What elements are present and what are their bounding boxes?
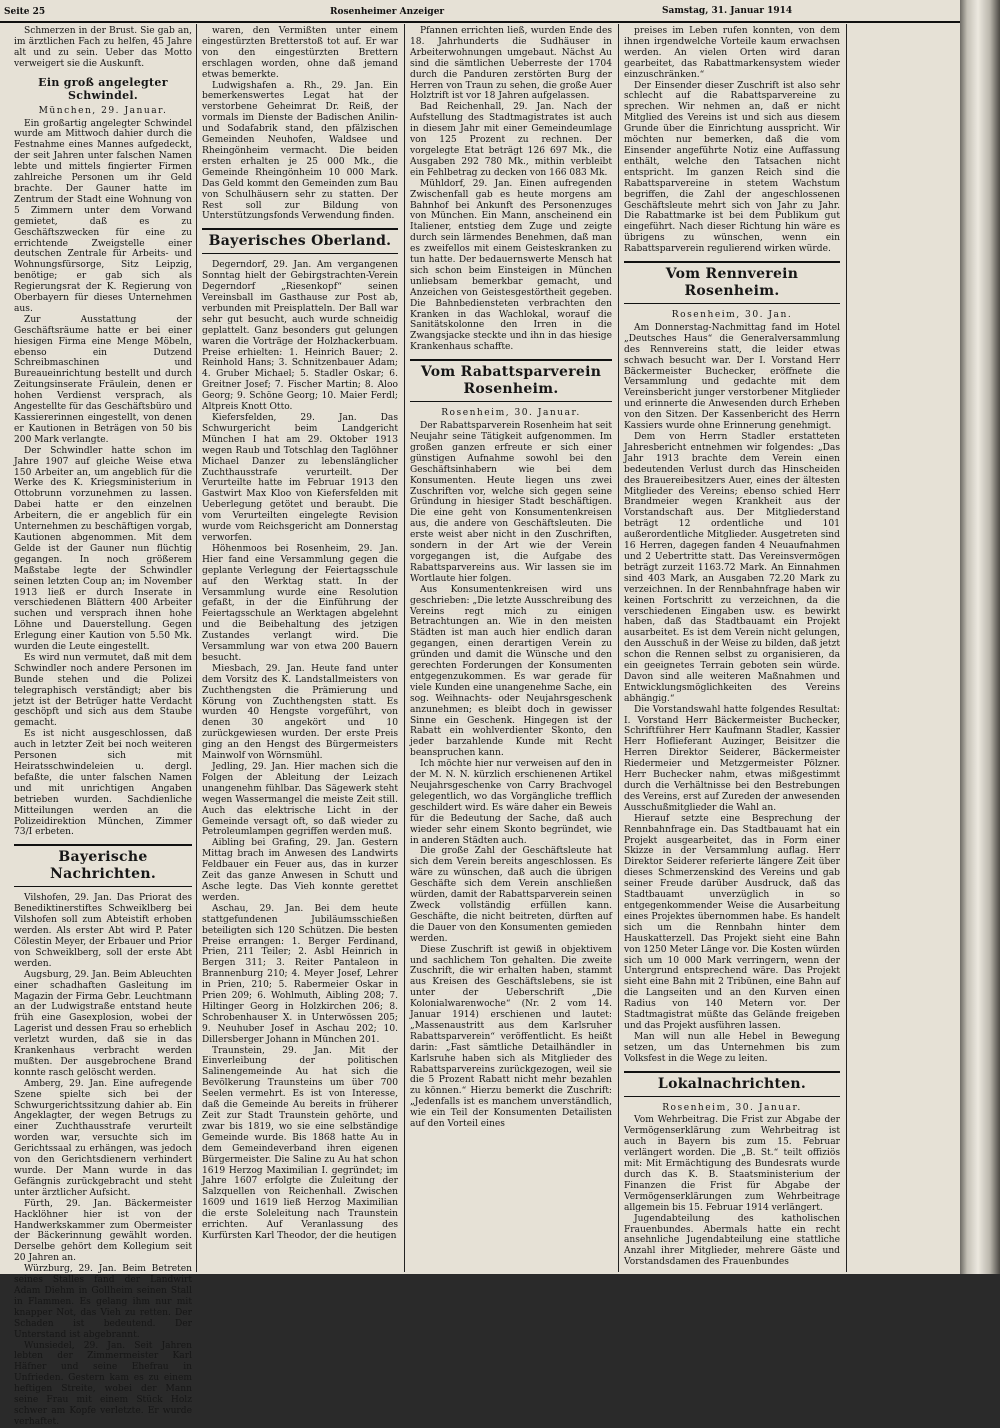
dateline: Rosenheim, 30. Jan.: [671, 310, 793, 321]
paragraph: Aus Konsumentenkreisen wird uns geschrieben: „Die letzte Ausschreibung des Vereins regt mich zu einigen Betrachtungen an. Wie in den meisten Städten ist man auch hier endlich daran gegangen, einen derartigen Verein zu gründen und damit die Wünsche und den gerechten Forderungen der Konsumenten entgegenzukommen. Es war gerade für viele Kunden eine unangenehme Sache, ein sog. Weihnachts- oder Neujahrsgeschenk anzunehmen; es bleibt doch in gewisser Sinne ein Geschenk. Hingegen ist der Rabatt ein wohlverdienter Skonto, den jeder barzahlende Kunde mit Recht beanspruchen kann.: [410, 584, 612, 759]
continued-text: Pfannen errichten ließ, wurden Ende des 18. Jahrhunderts die Sudhäuser in Arbeiterwohnungen umgebaut. Nächst Au sind die sämtlichen Ueberreste der 1704 durch die Panduren zerstörten Burg der Herren von Traun zu sehen, die große Auer Holztrift ist vor 18 Jahren aufgelassen.: [410, 26, 612, 102]
paragraph: Diese Zuschrift ist gewiß in objektivem und sachlichem Ton gehalten. Die zweite Zuschrift, die wir erhalten haben, stammt aus Kreisen des Geschäftslebens, sie ist unter der Ueberschrift „Die Kolonialwarenwoche“ (Nr. 2 vom 14. Januar 1914) erschienen und lautet: „Massenaustritt aus dem Karlsruher Rabattsparverein“ veröffentlicht. Es heißt darin: „Fast sämtliche Detailhändler in Karlsruhe haben sich als Mitglieder des Rabattsparvereins zurückgezogen, weil sie die 5 Prozent Rabatt nicht mehr bezahlen zu können.“ Hierzu bemerkt die Zuschrift: „Jedenfalls ist es manchem unverständlich, wie ein Teil der Konsumenten Detailisten auf den Vorteil eines: [410, 944, 612, 1130]
column-rule: [196, 24, 197, 1272]
column-rule: [846, 24, 847, 1272]
dateline: Rosenheim, 30. Januar.: [441, 408, 581, 419]
paragraph: Fürth, 29. Jan. Bäckermeister Hacklöhner hier ist von der Handwerkskammer zum Obermeister der Bäckerinnung gewählt worden. Derselbe gehört dem Kollegium seit 20 Jahren an.: [14, 1198, 192, 1264]
paragraph: Würzburg, 29. Jan. Beim Betreten seines Stalles fand der Landwirt Adam Diehm in Gollheim seinen Stall in Flammen. Es gelang ihm nur mit knapper Not, das Vieh zu retten. Der Schaden ist bedeutend. Der Unterstand ist abgebrannt.: [14, 1264, 192, 1340]
continued-text: waren, den Vermißten unter einem eingestürzten Bretterstoß tot auf. Er war von den eingestürzten Brettern erschlagen worden, ohne daß jemand etwas bemerkte.: [202, 26, 398, 80]
paragraph: Jedling, 29. Jan. Hier machen sich die Folgen der Ableitung der Leizach unangenehm fühlbar. Das Sägewerk steht wegen Wassermangel die meiste Zeit still. Auch das elektrische Licht in der Gemeinde versagt oft, so daß wieder zu Petroleumlampen gegriffen werden muß.: [202, 762, 398, 838]
paragraph: Der Schwindler hatte schon im Jahre 1907 auf gleiche Weise etwa 150 Arbeiter an, um angeblich für die Werke des K. Kriegsministerium in Ottobrunn vorzunehmen zu lassen. Dabei hatte er den einzelnen Arbeitern, die er angeblich für ein Unternehmen zu beschäftigen vorgab, Kautionen abgenommen. Mit dem Gelde ist der Gauner nun flüchtig gegangen. In noch größerem Maßstabe legte der Schwindler seinen letzten Coup an; im November 1913 ließ er durch Inserate in verschiedenen Blättern 400 Arbeiter suchen und versprach ihnen hohe Löhne und Dauerstellung. Gegen Erlegung einer Kaution von 5.50 Mk. wurden die Leute eingestellt.: [14, 445, 192, 653]
article-heading: Ein groß angelegter Schwindel.: [38, 75, 168, 102]
paragraph: Kiefersfelden, 29. Jan. Das Schwurgericht beim Landgericht München I hat am 29. Oktober 1913 wegen Raub und Totschlag den Taglöhner Michael Danzer zu lebenslänglicher Zuchthausstrafe verurteilt. Der Verurteilte hatte im Februar 1913 den Gastwirt Max Kloo von Kiefersfelden mit Ueberlegung getötet und beraubt. Die vom Verurteilten eingelegte Revision wurde vom Reichsgericht am Donnerstag verworfen.: [202, 413, 398, 543]
column-rule: [404, 24, 405, 1272]
paragraph: Der Einsender dieser Zuschrift ist also sehr schlecht auf die Rabattsparvereine zu sprechen. Wir nehmen an, daß er nicht Mitglied des Vereins ist und sich aus diesem Grunde über die Einrichtung ausspricht. Wir möchten nur bemerken, daß die vom Einsender angeführte Notiz eine Auffassung enthält, welche den Tatsachen nicht entspricht. Im ganzen Reich sind die Rabattsparvereine in stetem Wachstum begriffen, die Zahl der angeschlossenen Geschäftsleute mehrt sich von Jahr zu Jahr. Die Rabattmarke ist bei dem Publikum gut eingeführt. Nach dieser Richtung hin wäre es übrigens zu wünschen, wenn ein Rabattsparverein regulierend wirken würde.: [624, 80, 840, 255]
paragraph: Ludwigshafen a. Rh., 29. Jan. Ein bemerkenswertes Legat hat der verstorbene Geheimrat Dr. Reiß, der vormals im Dienste der Badischen Anilin- und Sodafabrik stand, den pfälzischen Gemeinden Neuhofen, Waldsee und Rheingönheim vermacht. Die beiden ersten erhalten je 25 000 Mk., die Gemeinde Rheingönheim 10 000 Mark. Das Geld kommt den Gemeinden zum Bau von Schulhäusern sehr zu statten. Der Rest soll zur Bildung von Unterstützungsfonds Verwendung finden.: [202, 80, 398, 222]
paragraph: Degerndorf, 29. Jan. Am vergangenen Sonntag hielt der Gebirgstrachten-Verein Degerndorf „Riesenkopf“ seinen Vereinsball im Gasthause zur Post ab, verbunden mit Preisplatteln. Der Ball war sehr gut besucht, auch wurde schneidig geplattelt. Ganz besonders gut gelungen waren die Vorträge der Holzhackerbuam. Preise erhielten: 1. Heinrich Bauer; 2. Reinhold Hans; 3. Schnitzenbauer Adam; 4. Gruber Michael; 5. Stadler Oskar; 6. Greitner Josef; 7. Fischer Martin; 8. Aloo Georg; 9. Schöne Georg; 10. Maier Ferdl; Altpreis Knott Otto.: [202, 260, 398, 413]
column-rule: [618, 24, 619, 1272]
paragraph: Am Donnerstag-Nachmittag fand im Hotel „Deutsches Haus“ die Generalversammlung des Rennvereins statt, die leider etwas schwach besucht war. Der I. Vorstand Herr Bäckermeister Buchecker, eröffnete die Versammlung und gedachte mit dem Vereinsbericht junger verstorbener Mitglieder und erinnerte die Anwesenden durch Erheben von den Sitzen. Der Kassenbericht des Herrn Kassiers wurde ohne Erinnerung genehmigt.: [624, 322, 840, 432]
paragraph: Es ist nicht ausgeschlossen, daß auch in letzter Zeit bei noch weiteren Personen sich mit Heiratsschwindeleien u. dergl. befaßte, die unter falschen Namen und mit unrichtigen Angaben betrieben wurden. Sachdienliche Mitteilungen werden an die Polizeidirektion München, Zimmer 73/I erbeten.: [14, 729, 192, 838]
paragraph: Traunstein, 29. Jan. Mit der Einverleibung der politischen Salinengemeinde Au hat sich die Bevölkerung Traunsteins um über 700 Seelen vermehrt. Es ist von Interesse, daß die Gemeinde Au bereits in früherer Zeit zur Stadt Traunstein gehörte, und zwar bis 1819, wo sie eine selbständige Gemeinde wurde. Bis 1868 hatte Au in dem Gemeindeverband ihren eigenen Bürgermeister. Die Saline zu Au hat schon 1619 Herzog Maximilian I. gegründet; im Jahre 1607 erfolgte die Zuleitung der Salzquellen von Reichenhall. Zwischen 1609 und 1619 ließ Herzog Maximilian die erste Soleleitung nach Traunstein errichten. Auf Veranlassung des Kurfürsten Karl Theodor, der die heutigen: [202, 1045, 398, 1241]
paragraph: Die große Zahl der Geschäftsleute hat sich dem Verein bereits angeschlossen. Es wäre zu wünschen, daß auch die übrigen Geschäfte sich dem Verein anschließen würden, damit der Rabattsparverein seinen Zweck vollständig erfüllen kann. Geschäfte, die nicht beitreten, dürften auf die Dauer von den Konsumenten gemieden werden.: [410, 846, 612, 944]
paragraph: Augsburg, 29. Jan. Beim Ableuchten einer schadhaften Gasleitung im Magazin der Firma Gebr. Leuchtmann an der Ludwigstraße entstand heute früh eine Gasexplosion, wobei der Lagerist und dessen Frau so erheblich verletzt wurden, daß sie in das Krankenhaus verbracht werden mußten. Der ausgebrochene Brand konnte rasch gelöscht werden.: [14, 969, 192, 1078]
paragraph: Aschau, 29. Jan. Bei dem heute stattgefundenen Jubiläumsschießen beteiligten sich 120 Schützen. Die besten Preise errangen: 1. Berger Ferdinand, Prien, 211 Teiler; 2. Asbl Heinrich in Bergen 311; 3. Reiter Pantaleon in Brannenburg 210; 4. Meyer Josef, Lehrer in Prien, 210; 5. Rabermeier Oskar in Prien 209; 6. Wohlmuth, Aibling 208; 7. Hiltinger Georg in Holzkirchen 206; 8. Schrobenhauser X. in Unterwössen 205; 9. Neuhuber Josef in Aschau 202; 10. Dillersberger Johann in München 201.: [202, 903, 398, 1045]
dateline: Rosenheim, 30. Januar.: [662, 1102, 802, 1113]
paragraph: Jugendabteilung des katholischen Frauenbundes. Abermals hatte ein recht ansehnliche Jugendabteilung eine stattliche Anzahl ihrer Mitglieder, mehrere Gäste und Vorstandsdamen des Frauenbundes: [624, 1213, 840, 1268]
paragraph: Man will nun alle Hebel in Bewegung setzen, um das Unternehmen bis zum Volksfest in die Wege zu leiten.: [624, 1031, 840, 1064]
paragraph: Der Rabattsparverein Rosenheim hat seit Neujahr seine Tätigkeit aufgenommen. Im großen ganzen erfreute er sich einer günstigen Aufnahme sowohl bei den Geschäftsinhabern wie bei dem Konsumenten. Heute liegen uns zwei Zuschriften vor, welche sich gegen seine Gründung in hiesiger Stadt beschäftigen. Die eine geht von Konsumentenkreisen aus, die andere von Geschäftsleuten. Die erste weist aber nicht in den Zuschriften, sondern in der Art wie der Verein vorgegangen ist, die Aufgabe des Rabattsparvereins aus. Wir lassen sie im Wortlaute hier folgen.: [410, 421, 612, 584]
paragraph: Höhenmoos bei Rosenheim, 29. Jan. Hier fand eine Versammlung gegen die geplante Verlegung der Feiertagsschule auf den Werktag statt. In der Versammlung wurde eine Resolution gefaßt, in der die Einführung der Feiertagsschule an Werktagen abgelehnt und die Beibehaltung des jetzigen Zustandes verlangt wird. Die Versammlung war von etwa 200 Bauern besucht.: [202, 543, 398, 663]
paragraph: Die Vorstandswahl hatte folgendes Resultat: I. Vorstand Herr Bäckermeister Buchecker, Schriftführer Herr Kaufmann Stadler, Kassier Herr Hoflieferant Auzinger, Beisitzer die Herren Direktor Seiderer, Bäckermeister Riedermeier und Metzgermeister Pölzner. Herr Buchecker nahm, etwas mißgestimmt durch die Verhältnisse bei den Bestrebungen des Vereins, erst auf Zureden der anwesenden Ausschußmitglieder die Wahl an.: [624, 704, 840, 813]
paragraph: Wunsiedel, 29. Jan. Seit Jahren lebten der Zimmermeister Karl Häfner und seine Ehefrau in Unfrieden. Gestern kam es zu einem heftigen Streite, wobei der Mann seine Frau mit einem Stück Holz schwer am Kopfe verletzte. Er wurde verhaftet.: [14, 1340, 192, 1427]
paragraph: Es wird nun vermutet, daß mit dem Schwindler noch andere Personen im Bunde stehen und die Polizei telegraphisch verständigt; aber bis jetzt ist der Betrüger hatte Verdacht geschöpft und sich aus dem Staube gemacht.: [14, 652, 192, 729]
masthead: Rosenheimer Anzeiger: [330, 7, 445, 17]
paragraph: Amberg, 29. Jan. Eine aufregende Szene spielte sich bei der Schwurgerichtssitzung dahier ab. Ein Angeklagter, der wegen Betrugs zu einer Zuchthausstrafe verurteilt worden war, versuchte sich im Gerichtssaal zu erhängen, was jedoch von den Gerichtsdienern verhindert wurde. Der Mann wurde in das Gefängnis zurückgebracht und steht unter ärztlicher Aufsicht.: [14, 1078, 192, 1198]
page-number: Seite 25: [4, 7, 46, 17]
section-heading: Bayerische Nachrichten.: [50, 849, 156, 883]
column-2: [202, 26, 398, 1270]
issue-date: Samstag, 31. Januar 1914: [662, 6, 793, 16]
paragraph: Ich möchte hier nur verweisen auf den in der M. N. N. kürzlich erschienenen Artikel Neujahrsgeschenke von Carry Brachvogel gelegentlich, wo das Vorgängliche trefflich geschildert wird. Es wäre daher ein Beweis für die Bedeutung der Sache, daß auch wieder sehr einem Skonto begründet, wie in anderen Städten auch.: [410, 759, 612, 846]
page-header: [0, 4, 960, 22]
paragraph: Miesbach, 29. Jan. Heute fand unter dem Vorsitz des K. Landstallmeisters von Zuchthengsten die Prämierung und Körung von Zuchthengsten statt. Es wurden 40 Hengste vorgeführt, von denen 30 angekört und 10 zurückgewiesen wurden. Der erste Preis ging an den Hengst des Bürgermeisters Mainwolf von Wörnsmühl.: [202, 663, 398, 762]
book-spine: [960, 0, 1000, 1274]
column-3: [410, 26, 612, 1270]
continued-text: Schmerzen in der Brust. Sie gab an, im ärztlichen Fach zu helfen, 45 Jahre alt und zu sein. Ueber das Motto verweigert sie die Auskunft.: [14, 26, 192, 69]
paragraph: Ein großartig angelegter Schwindel wurde am Mittwoch dahier durch die Festnahme eines Mannes aufgedeckt, der seit Jahren unter falschen Namen lebte und mittels fingierter Firmen zahlreiche Personen um ihr Geld brachte. Der Gauner hatte im Zentrum der Stadt eine Wohnung von 5 Zimmern unter dem Vorwand gemietet, daß es zu Geschäftszwecken für eine zu errichtende Zweigstelle einer deutschen Zentrale für Arbeits- und Wohnungsfürsorge, Sitz Leipzig, benötige; er gab sich als Regierungsrat der K. Regierung von Oberbayern für dieses Unternehmen aus.: [14, 118, 192, 314]
paragraph: Bad Reichenhall, 29. Jan. Nach der Aufstellung des Stadtmagistrates ist auch in diesem Jahr mit einer Gemeindeumlage von 125 Prozent zu rechnen. Der vorgelegte Etat beträgt 126 697 Mk., die Ausgaben 292 780 Mk., mithin verbleibt ein Fehlbetrag zu decken von 166 083 Mk.: [410, 102, 612, 178]
section-heading: Vom Rennverein Rosenheim.: [665, 266, 799, 300]
continued-text: preises im Leben rufen konnten, von dem ihnen irgendwelche Vorteile kaum erwachsen werden. An vielen Orten wird daran gearbeitet, das Rabattmarkensystem wieder einzuschränken.“: [624, 26, 840, 80]
paragraph: Mühldorf, 29. Jan. Einen aufregenden Zwischenfall gab es heute morgens am Bahnhof bei Ankunft des Personenzuges von München. Ein Mann, anscheinend ein Italiener, entstieg dem Zuge und zeigte durch sein lärmendes Benehmen, daß man es zweifellos mit einem Geisteskranken zu tun hatte. Der bedauernswerte Mensch hat sich schon beim Einsteigen in München unliebsam bemerkbar gemacht, und Anzeichen von Geistesgestörtheit gegeben. Die Bahnbediensteten verbrachten den Kranken in das Wachlokal, worauf die Sanitätskolonne den Irren in die Zwangsjacke steckte und ihn in das hiesige Krankenhaus schaffte.: [410, 178, 612, 353]
column-1: [14, 26, 192, 1427]
paragraph: Hierauf setzte eine Besprechung der Rennbahnfrage ein. Das Stadtbauamt hat ein Projekt ausgearbeitet, das in Form einer Skizze in der Versammlung auflag. Herr Direktor Seiderer referierte längere Zeit über dieses Schmerzenskind des Vereins und gab seiner Freude darüber Ausdruck, daß das Stadtbauamt unverzüglich in so entgegenkommender Weise die Ausarbeitung eines Projektes übernommen habe. Es handelt sich um die Rennbahn hinter dem Hauskatterzell. Das Projekt sieht eine Bahn von 1250 Meter Länge vor. Die Kosten würden sich um 10 000 Mark verringern, wenn der Untergrund entsprechend wäre. Das Projekt sieht eine Bahn mit 2 Tribünen, eine Bahn auf die Langseiten und an den Kurven einen Radius von 140 Metern vor. Der Stadtmagistrat müßte das Gelände freigeben und das Projekt ausführen lassen.: [624, 813, 840, 1031]
section-heading: Vom Rabattsparverein Rosenheim.: [420, 364, 602, 398]
dateline: München, 29. Januar.: [38, 105, 168, 116]
header-rule: [0, 21, 960, 23]
paragraph: Dem von Herrn Stadler erstatteten Jahresbericht entnehmen wir folgendes: „Das Jahr 1913 brachte dem Verein einen bedeutenden Verlust durch das Hinscheiden des Brauereibesitzers Auer, eines der ältesten Mitglieder des Vereins; ebenso schied Herr Brandmeier wegen Krankheit aus der Vorstandschaft aus. Der Mitgliederstand beträgt 12 ordentliche und 101 außerordentliche Mitglieder. Ausgetreten sind 16 Herren, dagegen fanden 4 Neuaufnahmen und 2 Uebertritte statt. Das Vereinsvermögen beträgt zurzeit 1163.72 Mark. An Einnahmen sind 403 Mark, an Ausgaben 72.20 Mark zu verzeichnen. In der Rennbahnfrage haben wir keinen Fortschritt zu verzeichnen, da die verschiedenen Eingaben usw. es bewirkt haben, daß das Stadtbauamt ein Projekt ausarbeitet. Es ist dem Verein nicht gelungen, den Ausschuß in der Weise zu bilden, daß jetzt schon die Rennen selbst zu organisieren, da ein geeignetes Terrain geboten sein würde. Davon sind alle weiteren Maßnahmen und Entwicklungsmöglichkeiten des Vereins abhängig.“: [624, 432, 840, 704]
column-4: [624, 26, 840, 1270]
paragraph: Vom Wehrbeitrag. Die Frist zur Abgabe der Vermögenserklärung zum Wehrbeitrag ist auch in Bayern bis zum 15. Februar verlängert worden. Die „B. St.“ teilt offiziös mit: Mit Ermächtigung des Bundesrats wurde durch das K. B. Staatsministerium der Finanzen die Frist für Abgabe der Vermögenserklärungen zum Wehrbeitrage allgemein bis 15. Februar 1914 verlängert.: [624, 1115, 840, 1213]
paragraph: Zur Ausstattung der Geschäftsräume hatte er bei einer hiesigen Firma eine Menge Möbeln, ebenso ein Dutzend Schreibmaschinen und Bureaueinrichtung bestellt und durch Zeitungsinserate Fräulein, denen er hohen Verdienst versprach, als Angestellte für das Geschäftsbüro und Kassiererinnen eingestellt, von denen er Kautionen in Beträgen von 50 bis 200 Mark verlangte.: [14, 314, 192, 445]
paragraph: Aibling bei Grafing, 29. Jan. Gestern Mittag brach im Anwesen des Landwirts Feldbauer ein Feuer aus, das in kurzer Zeit das ganze Anwesen in Schutt und Asche legte. Das Vieh konnte gerettet werden.: [202, 838, 398, 903]
paragraph: Vilshofen, 29. Jan. Das Priorat des Benediktinerstiftes Schweiklberg bei Vilshofen soll zum Abteistift erhoben werden. Als erster Abt wird P. Pater Cölestin Meyer, der Erbauer und Prior von Schweiklberg, soll der erste Abt werden.: [14, 893, 192, 969]
section-heading: Bayerisches Oberland.: [208, 233, 392, 250]
section-heading: Lokalnachrichten.: [657, 1075, 807, 1092]
